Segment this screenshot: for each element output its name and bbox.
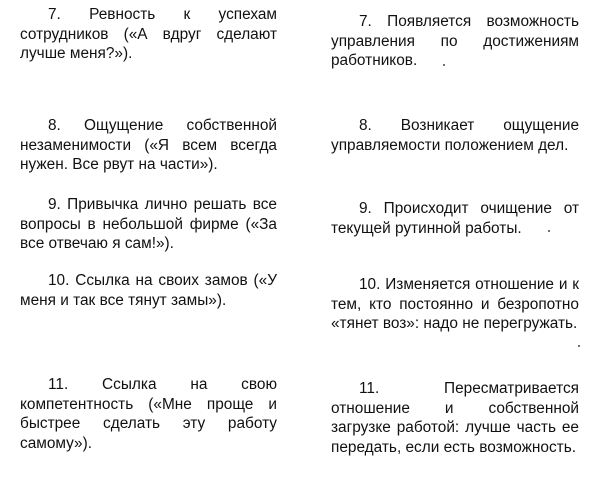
scan-speck (578, 345, 580, 347)
left-item-7: 7. Ревность к успехам сотрудников («А вдруг сделают лучше меня?»). (20, 6, 277, 62)
right-item-9: 9. Происходит очищение от текущей рутинной работы. (331, 200, 579, 237)
right-item-10: 10. Изменяется отношение и к тем, кто постоянно и безропотно «тянет воз»: надо не перегружать. (331, 276, 579, 332)
right-item-11: 11. Пересматривается отношение и собственной загрузке работой: лучше часть ее передать, если есть возможность. (331, 380, 579, 456)
right-item-8: 8. Возникает ощущение управляемости положением дел. (331, 117, 579, 154)
left-item-11: 11. Ссылка на свою компетентность («Мне проще и быстрее сделать эту работу самому»). (20, 376, 277, 452)
left-item-10: 10. Ссылка на своих замов («У меня и так все тянут замы»). (20, 272, 277, 309)
left-item-9: 9. Привычка лично решать все вопросы в небольшой фирме («За все отвечаю я сам!»). (20, 196, 277, 252)
scan-speck (443, 64, 445, 66)
left-item-8: 8. Ощущение собственной незаменимости («Я всем всегда нужен. Все рвут на части»). (20, 117, 277, 173)
right-item-7: 7. Появляется возможность управления по достижениям работников. (331, 13, 579, 69)
scan-speck (548, 230, 550, 232)
